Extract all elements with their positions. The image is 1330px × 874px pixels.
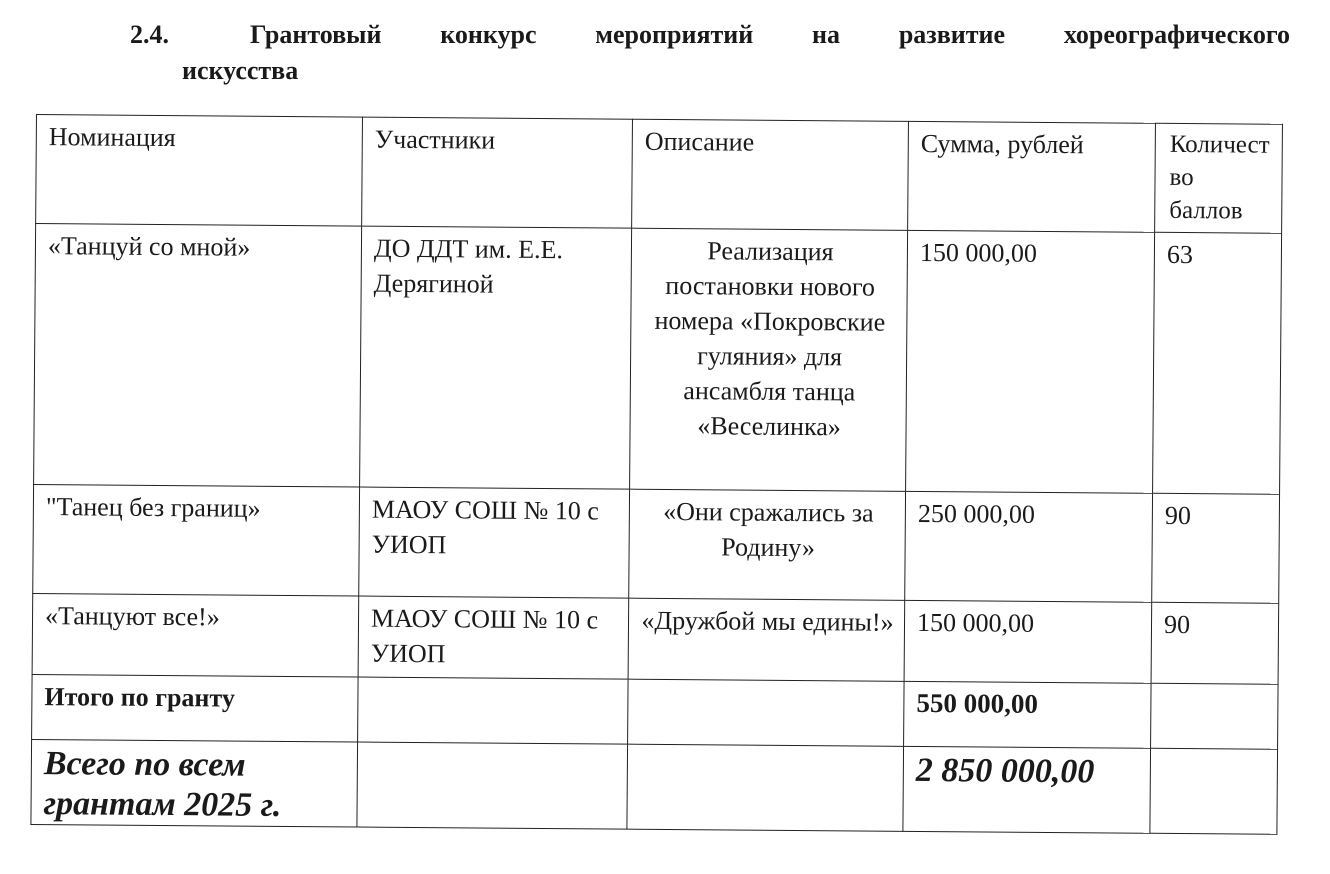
row-score: 90 <box>1151 602 1279 684</box>
row-description: Реализация постановки нового номера «Покровские гуляния» для ансамбля танца «Веселинка» <box>630 228 908 491</box>
total-label: Итого по гранту <box>32 674 359 742</box>
header-score: Количество баллов <box>1155 123 1283 233</box>
row-participants: МАОУ СОШ № 10 с УИОП <box>359 487 630 598</box>
empty-cell <box>628 679 905 746</box>
row-participants: МАОУ СОШ № 10 с УИОП <box>358 596 629 679</box>
row-score: 63 <box>1153 232 1282 494</box>
table-row <box>33 484 1280 603</box>
header-description: Описание <box>632 119 909 230</box>
row-participants: ДО ДДТ им. Е.Е. Дерягиной <box>360 226 632 489</box>
empty-cell <box>357 742 628 829</box>
row-amount: 250 000,00 <box>905 491 1153 602</box>
header-nomination: Номинация <box>36 115 363 227</box>
header-amount: Сумма, рублей <box>908 121 1156 232</box>
table-row <box>32 593 1279 684</box>
grants-table <box>30 114 1283 835</box>
section-title-line2: искусства <box>182 56 299 85</box>
row-amount: 150 000,00 <box>906 230 1155 493</box>
section-title-line1: Грантовый конкурс мероприятий на развитие хореографического <box>250 20 1290 49</box>
row-description: «Дружбой мы едины!» <box>628 598 905 681</box>
row-nomination: «Танцуй со мной» <box>34 224 362 488</box>
row-nomination: «Танцуют все!» <box>32 593 359 677</box>
total-row <box>32 674 1278 749</box>
empty-cell <box>1151 683 1279 749</box>
section-number: 2.4. <box>130 20 169 49</box>
grand-total-label: Всего по всем грантам 2025 г. <box>31 739 358 827</box>
grand-total-row <box>31 739 1278 834</box>
table-header-row <box>36 115 1283 234</box>
row-nomination: "Танец без границ» <box>33 484 360 596</box>
header-participants: Участники <box>362 117 633 228</box>
row-amount: 150 000,00 <box>904 600 1152 683</box>
empty-cell <box>358 677 629 744</box>
row-score: 90 <box>1152 493 1280 603</box>
total-amount: 550 000,00 <box>904 681 1152 748</box>
empty-cell <box>1150 748 1278 834</box>
empty-cell <box>627 744 904 831</box>
grand-total-amount: 2 850 000,00 <box>903 746 1151 833</box>
table-row <box>34 224 1282 495</box>
row-description: «Они сражались за Родину» <box>629 489 906 600</box>
